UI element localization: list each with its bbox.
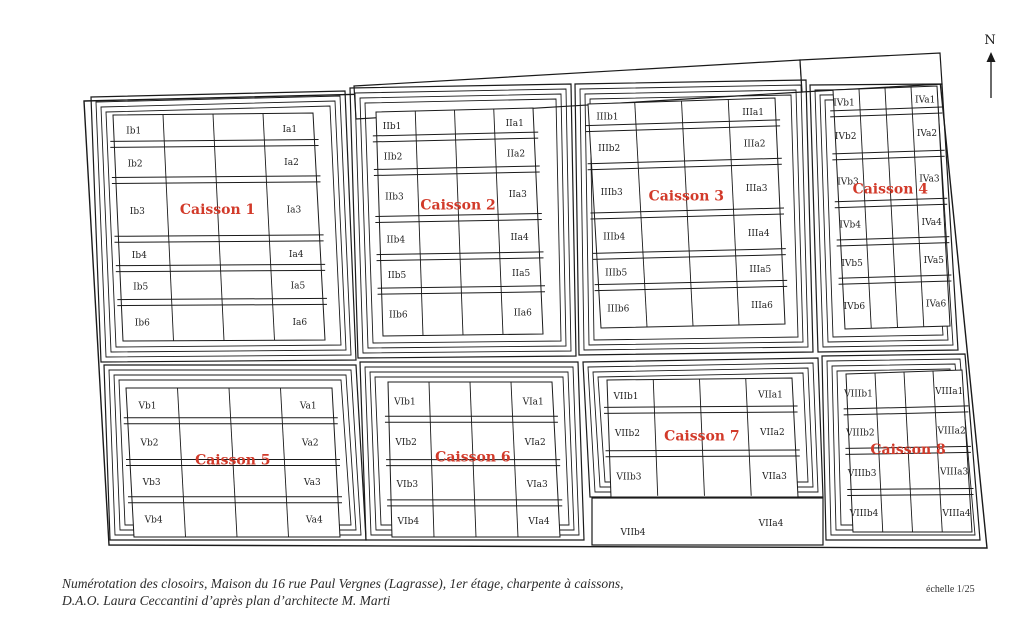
closoir-label: IVa6 [925, 299, 947, 310]
closoir-label: IIb3 [385, 192, 404, 203]
closoir-label: IIIb2 [598, 144, 621, 155]
closoir-label: VIb1 [394, 397, 416, 408]
closoir-label: VIIa4 [758, 519, 784, 529]
closoir-label: Ib2 [127, 159, 143, 170]
closoir-label: IIa2 [506, 149, 526, 160]
closoir-label: IIa6 [513, 308, 532, 319]
closoir-label: IIb6 [388, 310, 408, 321]
closoir-label: IIIa5 [749, 265, 772, 275]
closoir-label: IIIb4 [603, 232, 626, 243]
closoir-label: VIIIa1 [935, 386, 964, 397]
closoir-label: IVb3 [837, 177, 859, 188]
scale-label: échelle 1/25 [926, 584, 975, 595]
closoir-label: IIa1 [505, 119, 524, 129]
closoir-label: Ib3 [129, 206, 145, 217]
caisson-title: Caisson 7 [664, 428, 740, 445]
caption-line-2: D.A.O. Laura Ceccantini d’après plan d’architecte M. Marti [62, 593, 391, 608]
closoir-label: Vb4 [144, 515, 163, 526]
closoir-label: VIa2 [524, 437, 546, 448]
closoir-label: VIb3 [396, 479, 419, 490]
closoir-label: VIa3 [526, 479, 548, 490]
closoir-label: IVb2 [834, 132, 857, 142]
closoir-label: Ib5 [133, 282, 149, 293]
closoir-label: IVb4 [839, 220, 861, 231]
north-arrow [984, 33, 995, 98]
caption-line-1: Numérotation des closoirs, Maison du 16 rue Paul Vergnes (Lagrasse), 1er étage, charpente à caissons, [62, 576, 624, 591]
closoir-label: VIIa3 [762, 472, 787, 482]
closoir-label: IVa1 [915, 95, 936, 106]
closoir-label: IIIa1 [742, 108, 764, 119]
closoir-label: Ia6 [292, 317, 308, 328]
closoir-label: VIIb4 [620, 528, 646, 538]
caisson-title: Caisson 5 [195, 452, 271, 469]
closoir-label: IIIa6 [751, 301, 773, 312]
closoir-label: VIIb3 [616, 472, 642, 483]
closoir-label: VIIIa3 [939, 467, 969, 478]
closoir-label: Va2 [301, 438, 319, 449]
closoir-label: VIIIa4 [942, 508, 971, 519]
closoir-label: IVb5 [841, 258, 863, 269]
closoir-label: Ia2 [284, 157, 299, 168]
closoir-label: VIb4 [397, 517, 420, 527]
north-label: N [984, 33, 996, 48]
closoir-label: VIb2 [395, 437, 417, 448]
closoir-label: VIIIb2 [845, 428, 875, 439]
closoir-label: Ib1 [126, 126, 142, 137]
closoir-label: Vb2 [140, 438, 159, 449]
closoir-label: IVb1 [833, 98, 855, 109]
closoir-label: IIa5 [511, 269, 531, 280]
caisson-title: Caisson 3 [648, 188, 725, 205]
closoir-label: IIIb1 [596, 112, 619, 123]
closoir-label: IIa3 [508, 190, 527, 201]
closoir-label: IVa3 [919, 174, 940, 185]
closoir-label: Va1 [299, 401, 317, 412]
closoir-label: IVa2 [916, 129, 938, 140]
closoir-label: IVa4 [921, 217, 942, 228]
closoir-label: VIIb2 [614, 429, 640, 439]
closoir-label: VIa1 [522, 397, 544, 408]
closoir-label: Va3 [303, 478, 321, 489]
closoir-label: VIIIb3 [847, 468, 877, 479]
closoir-label: IVb6 [843, 301, 866, 312]
caisson-title: Caisson 4 [852, 181, 929, 198]
closoir-label: VIIIa2 [937, 426, 966, 437]
caisson-title: Caisson 1 [179, 202, 256, 219]
closoir-label: Ib4 [131, 250, 147, 261]
closoir-label: IIIa3 [745, 183, 768, 194]
closoir-label: IIIb5 [605, 268, 628, 279]
closoir-label: Vb3 [142, 478, 161, 489]
closoir-label: IIIb6 [607, 304, 630, 315]
closoir-label: Ia1 [282, 125, 298, 135]
closoir-label: IIb2 [383, 152, 403, 163]
closoir-label: IIa4 [510, 233, 529, 243]
closoir-label: Ib6 [134, 318, 150, 329]
closoir-label: VIIa1 [758, 390, 783, 401]
caisson-title: Caisson 6 [435, 449, 511, 466]
closoir-label: IIIb3 [600, 187, 623, 198]
closoir-label: VIIIb1 [844, 389, 873, 400]
caisson-title: Caisson 8 [870, 441, 946, 458]
closoir-label: VIIb1 [613, 392, 639, 402]
closoir-label: VIIIb4 [849, 509, 879, 520]
closoir-label: VIIa2 [760, 428, 785, 439]
closoir-label: Va4 [305, 515, 323, 526]
closoir-label: IIb4 [386, 235, 406, 246]
closoir-grid [588, 98, 785, 328]
closoir-label: IIIa2 [743, 139, 766, 150]
closoir-label: Ia3 [286, 205, 302, 216]
north-arrow-head [987, 52, 996, 62]
closoir-label: Ia4 [288, 249, 304, 260]
closoir-label: IIb5 [387, 271, 407, 282]
caisson-title: Caisson 2 [420, 197, 496, 214]
closoir-label: IIIa4 [747, 228, 770, 239]
closoir-label: Vb1 [138, 401, 157, 412]
closoir-label: Ia5 [290, 281, 306, 292]
figure-caption [62, 575, 623, 609]
closoir-label: IVa5 [923, 256, 944, 267]
closoir-label: VIa4 [528, 517, 550, 527]
closoir-label: IIb1 [382, 122, 402, 133]
